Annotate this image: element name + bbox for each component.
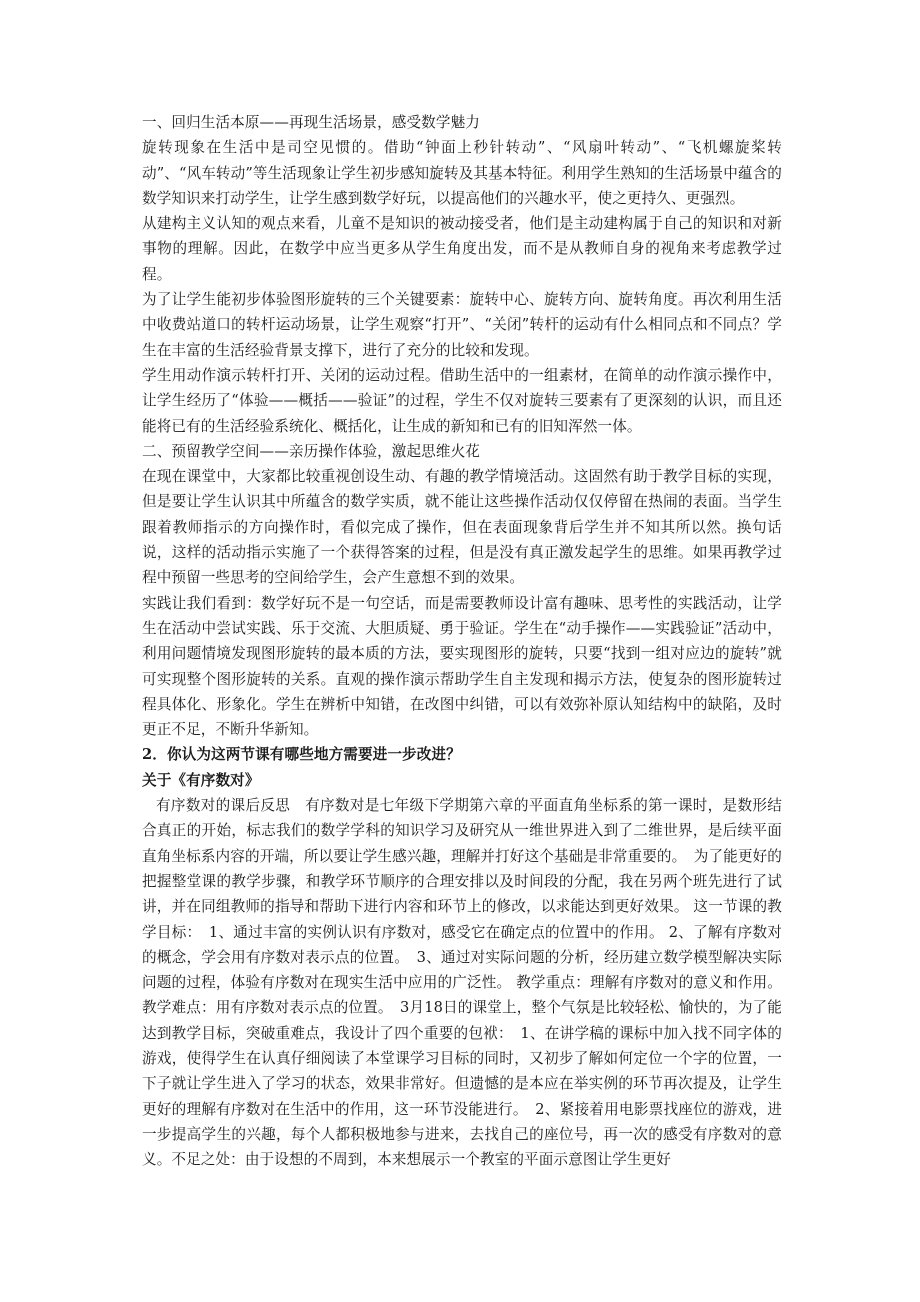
paragraph-5: 在现在课堂中，大家都比较重视创设生动、有趣的教学情境活动。这固然有助于教学目标的实现，但是要让学生认识其中所蕴含的数学实质，就不能让这些操作活动仅仅停留在热闹的表面。当学生跟着教师指示的方向操作时，看似完成了操作，但在表面现象背后学生并不知其所以然。换句话说，这样的活动指示实施了一个获得答案的过程，但是没有真正激发起学生的思维。如果再教学过程中预留一些思考的空间给学生，会产生意想不到的效果。	[142, 468, 782, 587]
paragraph-7: 有序数对的课后反思 有序数对是七年级下学期第六章的平面直角坐标系的第一课时，是数形结合真正的开始，标志我们的数学学科的知识学习及研究从一维世界进入到了二维世界，是后续平面直角坐标系内容的开端，所以要让学生感兴趣，理解并打好这个基础是非常重要的。 为了能更好的把握整堂课的教学步骤，和教学环节顺序的合理安排以及时间段的分配，我在另两个班先进行了试讲，并在同组教师的指导和帮助下进行内容和环节上的修改，以求能达到更好效果。 这一节课的教学目标： 1、通过丰富的实例认识有序数对，感受它在确定点的位置中的作用。 2、了解有序数对的概念，学会用有序数对表示点的位置。 3、通过对实际问题的分析，经历建立数学模型解决实际问题的过程，体验有序数对在现实生活中应用的广泛性。 教学重点：理解有序数对的意义和作用。 教学难点：用有序数对表示点的位置。 3月18日的课堂上，整个气氛是比较轻松、愉快的，为了能达到教学目标，突破重难点，我设计了四个重要的包袱： 1、在讲学稿的课标中加入找不同字体的游戏，使得学生在认真仔细阅读了本堂课学习目标的同时，又初步了解如何定位一个字的位置，一下子就让学生进入了学习的状态，效果非常好。但遗憾的是本应在举实例的环节再次提及，让学生更好的理解有序数对在生活中的作用，这一环节没能进行。 2、紧接着用电影票找座位的游戏，进一步提高学生的兴趣，每个人都积极地参与进来，去找自己的座位号，再一次的感受有序数对的意义。不足之处：由于设想的不周到，本来想展示一个教室的平面示意图让学生更好	[142, 797, 782, 1169]
paragraph-1: 旋转现象在生活中是司空见惯的。借助“钟面上秒针转动”、“风扇叶转动”、“飞机螺旋桨转动”、“风车转动”等生活现象让学生初步感知旋转及其基本特征。利用学生熟知的生活场景中蕴含的数学知识来打动学生，让学生感到数学好玩，以提高他们的兴趣水平，使之更持久、更强烈。	[142, 139, 782, 207]
paragraph-4: 学生用动作演示转杆打开、关闭的运动过程。借助生活中的一组素材，在简单的动作演示操作中，让学生经历了“体验——概括——验证”的过程，学生不仅对旋转三要素有了更深刻的认识，而且还能将已有的生活经验系统化、概括化，让生成的新知和已有的旧知浑然一体。	[142, 366, 782, 435]
about-title: 关于《有序数对》	[142, 771, 260, 789]
document-page	[142, 110, 782, 1172]
paragraph-6: 实践让我们看到：数学好玩不是一句空话，而是需要教师设计富有趣味、思考性的实践活动，让学生在活动中尝试实践、乐于交流、大胆质疑、勇于验证。学生在“动手操作——实践验证”活动中，利用问题情境发现图形旋转的最本质的方法，要实现图形的旋转，只要“找到一组对应边的旋转”就可实现整个图形旋转的关系。直观的操作演示帮助学生自主发现和揭示方法，使复杂的图形旋转过程具体化、形象化。学生在辨析中知错，在改图中纠错，可以有效弥补原认知结构中的缺陷，及时更正不足，不断升华新知。	[142, 594, 782, 739]
section-1-heading: 一、回归生活本原——再现生活场景，感受数学魅力	[142, 114, 480, 131]
paragraph-2: 从建构主义认知的观点来看，儿童不是知识的被动接受者，他们是主动建构属于自己的知识和对新事物的理解。因此，在数学中应当更多从学生角度出发，而不是从教师自身的视角来考虑教学过程。	[142, 215, 782, 283]
paragraph-3: 为了让学生能初步体验图形旋转的三个关键要素：旋转中心、旋转方向、旋转角度。再次利用生活中收费站道口的转杆运动场景，让学生观察“打开”、“关闭”转杆的运动有什么相同点和不同点？学生在丰富的生活经验背景支撑下，进行了充分的比较和发现。	[142, 291, 782, 359]
section-2-heading: 二、预留教学空间——亲历操作体验，激起思维火花	[142, 442, 480, 460]
question-2-heading: 2．你认为这两节课有哪些地方需要进一步改进？	[142, 746, 461, 764]
